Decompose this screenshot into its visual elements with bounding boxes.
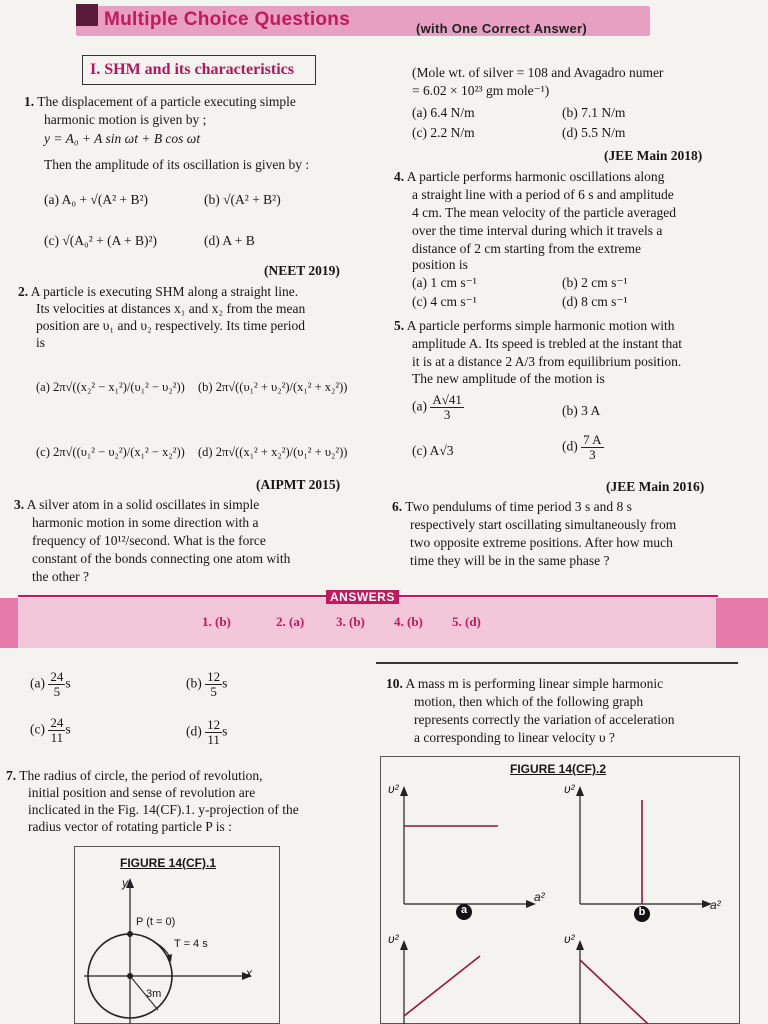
option-b: (b) 3 A	[562, 403, 601, 418]
answer-item: 1. (b)	[202, 614, 231, 629]
divider	[376, 662, 738, 664]
figure-caption: FIGURE 14(CF).2	[510, 762, 607, 776]
question-text: Then the amplitude of its oscillation is given by :	[44, 157, 310, 172]
option-b: (b) 2 cm s⁻¹	[562, 275, 628, 290]
numerator: 7 A	[583, 432, 602, 447]
fraction	[205, 718, 222, 747]
question-10	[386, 675, 663, 693]
unit: s	[65, 675, 71, 691]
axis-label-a2: a²	[710, 898, 721, 912]
question-text: two opposite extreme positions. After how much	[410, 535, 673, 550]
axis-label-v2: υ²	[388, 782, 399, 796]
fraction	[430, 393, 464, 422]
answer-item: 3. (b)	[336, 614, 365, 629]
denominator: 5	[53, 684, 61, 699]
question-text: is	[36, 335, 46, 350]
option-label: (d)	[562, 438, 578, 454]
denominator: 11	[207, 732, 220, 747]
page-title: Multiple Choice Questions	[104, 9, 351, 30]
question-text: constant of the bonds connecting one atom with	[32, 551, 291, 566]
denominator: 11	[50, 730, 64, 745]
option-d: (d) 5.5 N/m	[562, 125, 626, 140]
question-text: motion, then which of the following graph	[414, 694, 644, 709]
exam-source: (NEET 2019)	[264, 263, 340, 278]
question-number: 7.	[6, 768, 17, 783]
question-text: (Mole wt. of silver = 108 and Avagadro numer	[412, 65, 664, 80]
numerator: 24	[50, 715, 64, 730]
option-d	[562, 433, 604, 462]
question-text: distance of 2 cm starting from the extreme	[412, 241, 642, 256]
option-a: (a) 2π√((x₂² − x₁²)/(υ₁² − υ₂²))	[36, 380, 185, 394]
axis-label-y: y	[122, 876, 128, 890]
question-number: 4.	[394, 169, 405, 184]
option-b: (b) 2π√((υ₁² + υ₂²)/(x₁² + x₂²))	[198, 380, 348, 394]
option-a: (a) 6.4 N/m	[412, 105, 475, 120]
chapter-marker	[76, 4, 98, 26]
question-text: represents correctly the variation of acceleration	[414, 712, 675, 727]
question-text: A particle performs simple harmonic motion with	[406, 318, 675, 333]
answer-item: 5. (d)	[452, 614, 481, 629]
graph-badge-b: b	[638, 906, 646, 918]
point-label: P (t = 0)	[136, 916, 176, 928]
question-7	[6, 767, 263, 785]
exam-source: (JEE Main 2016)	[606, 479, 705, 494]
answers-band-edge	[0, 598, 18, 648]
option-c: (c) 2.2 N/m	[412, 125, 475, 140]
unit: s	[222, 675, 228, 691]
question-text: a corresponding to linear velocity υ ?	[414, 730, 615, 745]
question-text: position are υ₁ and υ₂ respectively. Its time period	[36, 318, 305, 333]
option-b: (b) √(A² + B²)	[204, 192, 281, 207]
period-label: T = 4 s	[174, 938, 208, 950]
option-a: (a) A₀ + √(A² + B²)	[44, 192, 149, 207]
option-b	[186, 670, 227, 699]
axis-label-v2: υ²	[564, 932, 575, 946]
denominator: 3	[589, 447, 596, 462]
question-text: frequency of 10¹²/second. What is the force	[32, 533, 266, 548]
option-a	[30, 670, 71, 699]
option-d: (d) 8 cm s⁻¹	[562, 294, 628, 309]
unit: s	[222, 723, 228, 739]
axis-label-v2: υ²	[388, 932, 399, 946]
numerator: 12	[207, 717, 221, 732]
question-number: 1.	[24, 94, 35, 109]
answers-band-edge	[716, 598, 768, 648]
option-d	[186, 718, 227, 747]
question-2	[18, 283, 298, 301]
option-d: (d) A + B	[204, 233, 255, 248]
unit: s	[65, 721, 71, 737]
question-6	[392, 498, 632, 516]
question-text: The displacement of a particle executing simple	[37, 94, 296, 109]
question-text: harmonic motion is given by ;	[44, 112, 207, 127]
question-text: Its velocities at distances x₁ and x₂ from the mean	[36, 301, 306, 316]
option-label: (a)	[412, 398, 427, 414]
question-text: = 6.02 × 10²³ gm mole⁻¹)	[412, 83, 550, 98]
option-c	[30, 716, 71, 745]
fraction	[48, 670, 65, 699]
answer-item: 4. (b)	[394, 614, 423, 629]
exam-source: (AIPMT 2015)	[256, 477, 341, 492]
question-1	[24, 93, 296, 111]
question-text: position is	[412, 257, 468, 272]
question-text: inclicated in the Fig. 14(CF).1. y-projection of the	[28, 802, 299, 817]
denominator: 5	[210, 684, 217, 699]
question-number: 5.	[394, 318, 405, 333]
option-b: (b) 7.1 N/m	[562, 105, 626, 120]
question-text: it is at a distance 2 A/3 from equilibrium position.	[412, 354, 682, 369]
question-text: A silver atom in a solid oscillates in simple	[26, 497, 260, 512]
question-number: 3.	[14, 497, 25, 512]
axis-label-v2: υ²	[564, 782, 575, 796]
question-text: the other ?	[32, 569, 89, 584]
option-c: (c) 2π√((υ₁² − υ₂²)/(x₁² − x₂²))	[36, 445, 185, 459]
fraction	[205, 670, 222, 699]
option-label: (b)	[186, 675, 202, 691]
section-title: I. SHM and its characteristics	[90, 61, 294, 78]
graph-figure	[380, 776, 740, 1024]
option-a: (a) 1 cm s⁻¹	[412, 275, 477, 290]
exam-source: (JEE Main 2018)	[604, 148, 703, 163]
option-c: (c) 4 cm s⁻¹	[412, 294, 477, 309]
denominator: 3	[443, 407, 451, 422]
question-text: The radius of circle, the period of revolution,	[19, 768, 263, 783]
answer-item: 2. (a)	[276, 614, 305, 629]
axis-label-a2: a²	[534, 890, 545, 904]
question-3	[14, 496, 259, 514]
option-d: (d) 2π√((x₁² + x₂²)/(υ₁² + υ₂²))	[198, 445, 348, 459]
question-text: harmonic motion in some direction with a	[32, 515, 259, 530]
option-c: (c) √(A₀² + (A + B)²)	[44, 233, 158, 248]
radius-label: 3m	[146, 988, 162, 1000]
answers-band	[0, 598, 768, 648]
numerator: 24	[50, 669, 64, 684]
question-5	[394, 317, 674, 335]
question-number: 10.	[386, 676, 403, 691]
figure-caption: FIGURE 14(CF).1	[120, 856, 217, 870]
option-label: (c)	[30, 721, 45, 737]
numerator: A√41	[432, 392, 462, 407]
question-text: Two pendulums of time period 3 s and 8 s	[405, 499, 632, 514]
question-text: A particle is executing SHM along a straight line.	[30, 284, 299, 299]
question-text: radius vector of rotating particle P is :	[28, 819, 232, 834]
question-text: over the time interval during which it travels a	[412, 223, 663, 238]
question-number: 6.	[392, 499, 403, 514]
option-c: (c) A√3	[412, 443, 454, 458]
numerator: 12	[207, 669, 221, 684]
question-text: respectively start oscillating simultaneously from	[410, 517, 677, 532]
equation: y = A₀ + A sin ωt + B cos ωt	[44, 131, 201, 146]
question-text: 4 cm. The mean velocity of the particle averaged	[412, 205, 677, 220]
fraction	[581, 433, 603, 462]
question-text: a straight line with a period of 6 s and amplitude	[412, 187, 674, 202]
question-text: initial position and sense of revolution are	[28, 785, 256, 800]
question-4	[394, 168, 664, 186]
question-text: amplitude A. Its speed is trebled at the instant that	[412, 336, 682, 351]
fraction	[48, 716, 65, 745]
question-number: 2.	[18, 284, 29, 299]
answers-label: ANSWERS	[326, 590, 399, 604]
axis-label-x: x	[246, 966, 252, 980]
question-text: time they will be in the same phase ?	[410, 553, 610, 568]
question-text: A mass m is performing linear simple harmonic	[405, 676, 664, 691]
graph-badge-a: a	[460, 904, 468, 916]
option-label: (d)	[186, 723, 202, 739]
question-text: A particle performs harmonic oscillations along	[406, 169, 665, 184]
page-subtitle: (with One Correct Answer)	[416, 21, 587, 36]
option-label: (a)	[30, 675, 45, 691]
question-text: The new amplitude of the motion is	[412, 371, 605, 386]
option-a	[412, 393, 464, 422]
